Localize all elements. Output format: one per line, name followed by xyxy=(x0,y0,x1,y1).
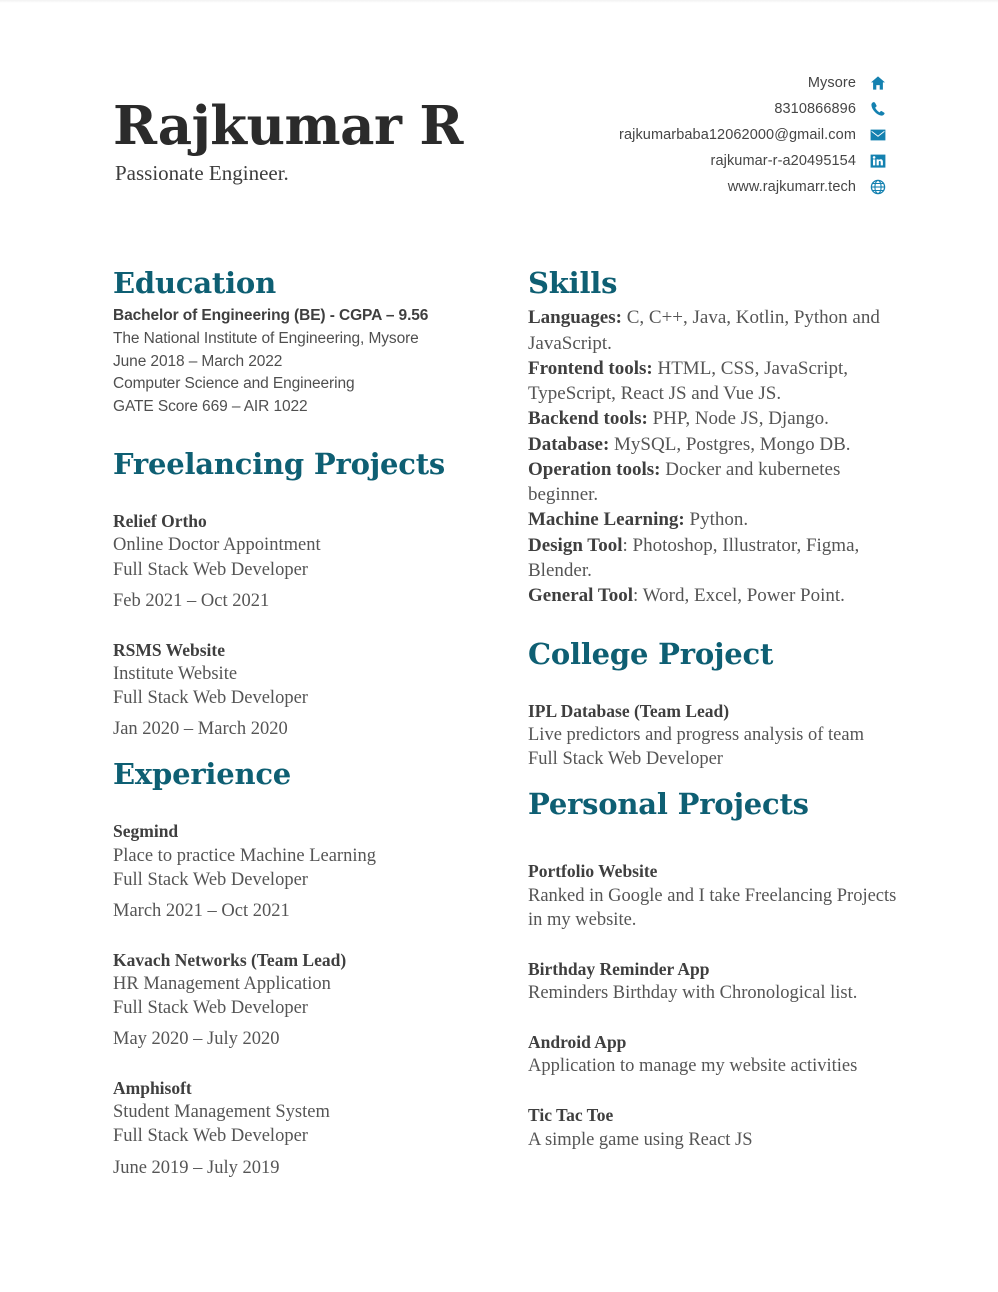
section-title-college-project: College Project xyxy=(528,636,774,671)
contact-location-text: Mysore xyxy=(807,74,856,91)
page-top-edge xyxy=(0,0,998,3)
entry-role: Full Stack Web Developer xyxy=(113,1126,308,1147)
skill-value: Docker and kubernetes beginner. xyxy=(528,458,841,506)
skill-item xyxy=(528,533,900,584)
skill-item xyxy=(528,406,900,431)
entry-dates: Feb 2021 – Oct 2021 xyxy=(113,590,270,611)
entry-name: RSMS Website xyxy=(113,639,225,660)
skill-item xyxy=(528,507,900,532)
list-item xyxy=(113,639,485,741)
left-column xyxy=(113,268,485,1180)
section-title-freelancing: Freelancing Projects xyxy=(113,446,446,481)
skill-label: Operation tools: xyxy=(528,458,661,480)
skill-value: C, C++, Java, Kotlin, Python and JavaScript. xyxy=(528,307,880,354)
entry-description: Reminders Birthday with Chronological list. xyxy=(528,983,858,1004)
entry-name: Amphisoft xyxy=(113,1078,192,1099)
entry-role: Full Stack Web Developer xyxy=(113,998,308,1019)
entry-description: A simple game using React JS xyxy=(528,1129,753,1150)
spacer xyxy=(113,796,485,820)
skill-label: Database: xyxy=(528,433,610,455)
contact-item-email[interactable] xyxy=(566,122,886,147)
section-skills xyxy=(528,268,900,609)
entry-name: Portfolio Website xyxy=(528,861,658,882)
contact-email-text: rajkumarbaba12062000@gmail.com xyxy=(619,126,856,143)
list-item xyxy=(113,949,485,1051)
entry-dates: May 2020 – July 2020 xyxy=(113,1029,280,1050)
skill-label: Machine Learning: xyxy=(528,509,685,531)
education-institute: The National Institute of Engineering, Mysore xyxy=(113,329,419,347)
skill-label: Languages: xyxy=(528,307,622,329)
entry-role: Full Stack Web Developer xyxy=(113,869,308,890)
list-item xyxy=(113,820,485,922)
contact-item-phone[interactable] xyxy=(566,96,886,121)
email-icon xyxy=(870,127,886,143)
list-item xyxy=(528,958,900,1005)
skill-item xyxy=(528,356,900,407)
entry-name: Kavach Networks (Team Lead) xyxy=(113,949,347,970)
skill-value: PHP, Node JS, Django. xyxy=(647,408,829,430)
list-item xyxy=(528,700,900,771)
section-personal-projects xyxy=(528,789,900,1152)
entry-dates: June 2019 – July 2019 xyxy=(113,1157,280,1178)
entry-description: Institute Website xyxy=(113,663,238,684)
list-item xyxy=(528,1031,900,1078)
name-block xyxy=(113,95,463,186)
entry-name: IPL Database (Team Lead) xyxy=(528,700,730,721)
section-title-skills: Skills xyxy=(528,266,618,300)
education-branch: Computer Science and Engineering xyxy=(113,375,355,393)
right-column xyxy=(528,268,900,1152)
section-experience xyxy=(113,759,485,1180)
spacer xyxy=(528,826,900,860)
skill-item xyxy=(528,305,900,356)
skill-value: HTML, CSS, JavaScript, TypeScript, React JS and Vue JS. xyxy=(528,357,849,405)
contact-item-website[interactable] xyxy=(566,174,886,199)
list-item xyxy=(528,1104,900,1151)
skill-label: Backend tools: xyxy=(528,408,648,430)
education-gate-score: GATE Score 669 – AIR 1022 xyxy=(113,398,308,416)
page-title: Rajkumar R xyxy=(113,95,463,157)
contact-list xyxy=(566,70,886,200)
section-title-personal-projects: Personal Projects xyxy=(528,787,809,822)
contact-website-text: www.rajkumarr.tech xyxy=(727,178,856,195)
entry-role: Full Stack Web Developer xyxy=(113,559,308,580)
entry-role: Full Stack Web Developer xyxy=(113,687,308,708)
skill-item xyxy=(528,457,900,508)
spacer xyxy=(113,486,485,510)
entry-name: Birthday Reminder App xyxy=(528,958,710,979)
skill-label: Design Tool xyxy=(528,534,623,556)
entry-description: Place to practice Machine Learning xyxy=(113,845,376,866)
skill-value: Python. xyxy=(684,509,749,531)
skill-label: Frontend tools: xyxy=(528,357,653,379)
entry-description: HR Management Application xyxy=(113,974,331,995)
tagline: Passionate Engineer. xyxy=(115,161,289,185)
list-item xyxy=(528,860,900,931)
section-college-project xyxy=(528,636,900,772)
entry-name: Relief Ortho xyxy=(113,511,207,532)
home-icon xyxy=(870,75,886,91)
spacer xyxy=(528,609,900,639)
education-degree: Bachelor of Engineering (BE) - CGPA – 9.56 xyxy=(113,307,429,325)
spacer xyxy=(528,676,900,700)
entry-dates: March 2021 – Oct 2021 xyxy=(113,900,290,921)
skill-item xyxy=(528,583,900,608)
skill-item xyxy=(528,432,900,457)
skill-label: General Tool xyxy=(528,585,634,607)
section-education xyxy=(113,268,485,419)
skill-value: : Word, Excel, Power Point. xyxy=(633,585,845,607)
entry-name: Segmind xyxy=(113,821,179,842)
list-item xyxy=(113,510,485,612)
phone-icon xyxy=(870,101,886,117)
entry-dates: Jan 2020 – March 2020 xyxy=(113,718,288,739)
resume-header xyxy=(0,62,998,202)
education-dates: June 2018 – March 2022 xyxy=(113,352,283,370)
contact-item-linkedin[interactable] xyxy=(566,148,886,173)
linkedin-icon xyxy=(870,153,886,169)
entry-name: Tic Tac Toe xyxy=(528,1105,614,1126)
entry-description: Application to manage my website activities xyxy=(528,1056,858,1077)
globe-icon xyxy=(870,179,886,195)
list-item xyxy=(113,1077,485,1179)
skill-value: MySQL, Postgres, Mongo DB. xyxy=(609,433,851,455)
entry-role: Full Stack Web Developer xyxy=(528,749,723,770)
section-title-experience: Experience xyxy=(113,757,292,792)
entry-description: Student Management System xyxy=(113,1102,330,1123)
section-freelancing-projects xyxy=(113,446,485,741)
entry-description: Ranked in Google and I take Freelancing Projects in my website. xyxy=(528,885,897,930)
contact-phone-text: 8310866896 xyxy=(774,100,856,117)
spacer xyxy=(113,419,485,449)
contact-item-location[interactable] xyxy=(566,70,886,95)
entry-description: Live predictors and progress analysis of team xyxy=(528,725,864,746)
section-title-education: Education xyxy=(113,266,276,300)
entry-description: Online Doctor Appointment xyxy=(113,535,321,556)
skill-value: : Photoshop, Illustrator, Figma, Blender. xyxy=(528,534,860,581)
contact-linkedin-text: rajkumar-r-a20495154 xyxy=(710,152,856,169)
entry-name: Android App xyxy=(528,1032,627,1053)
